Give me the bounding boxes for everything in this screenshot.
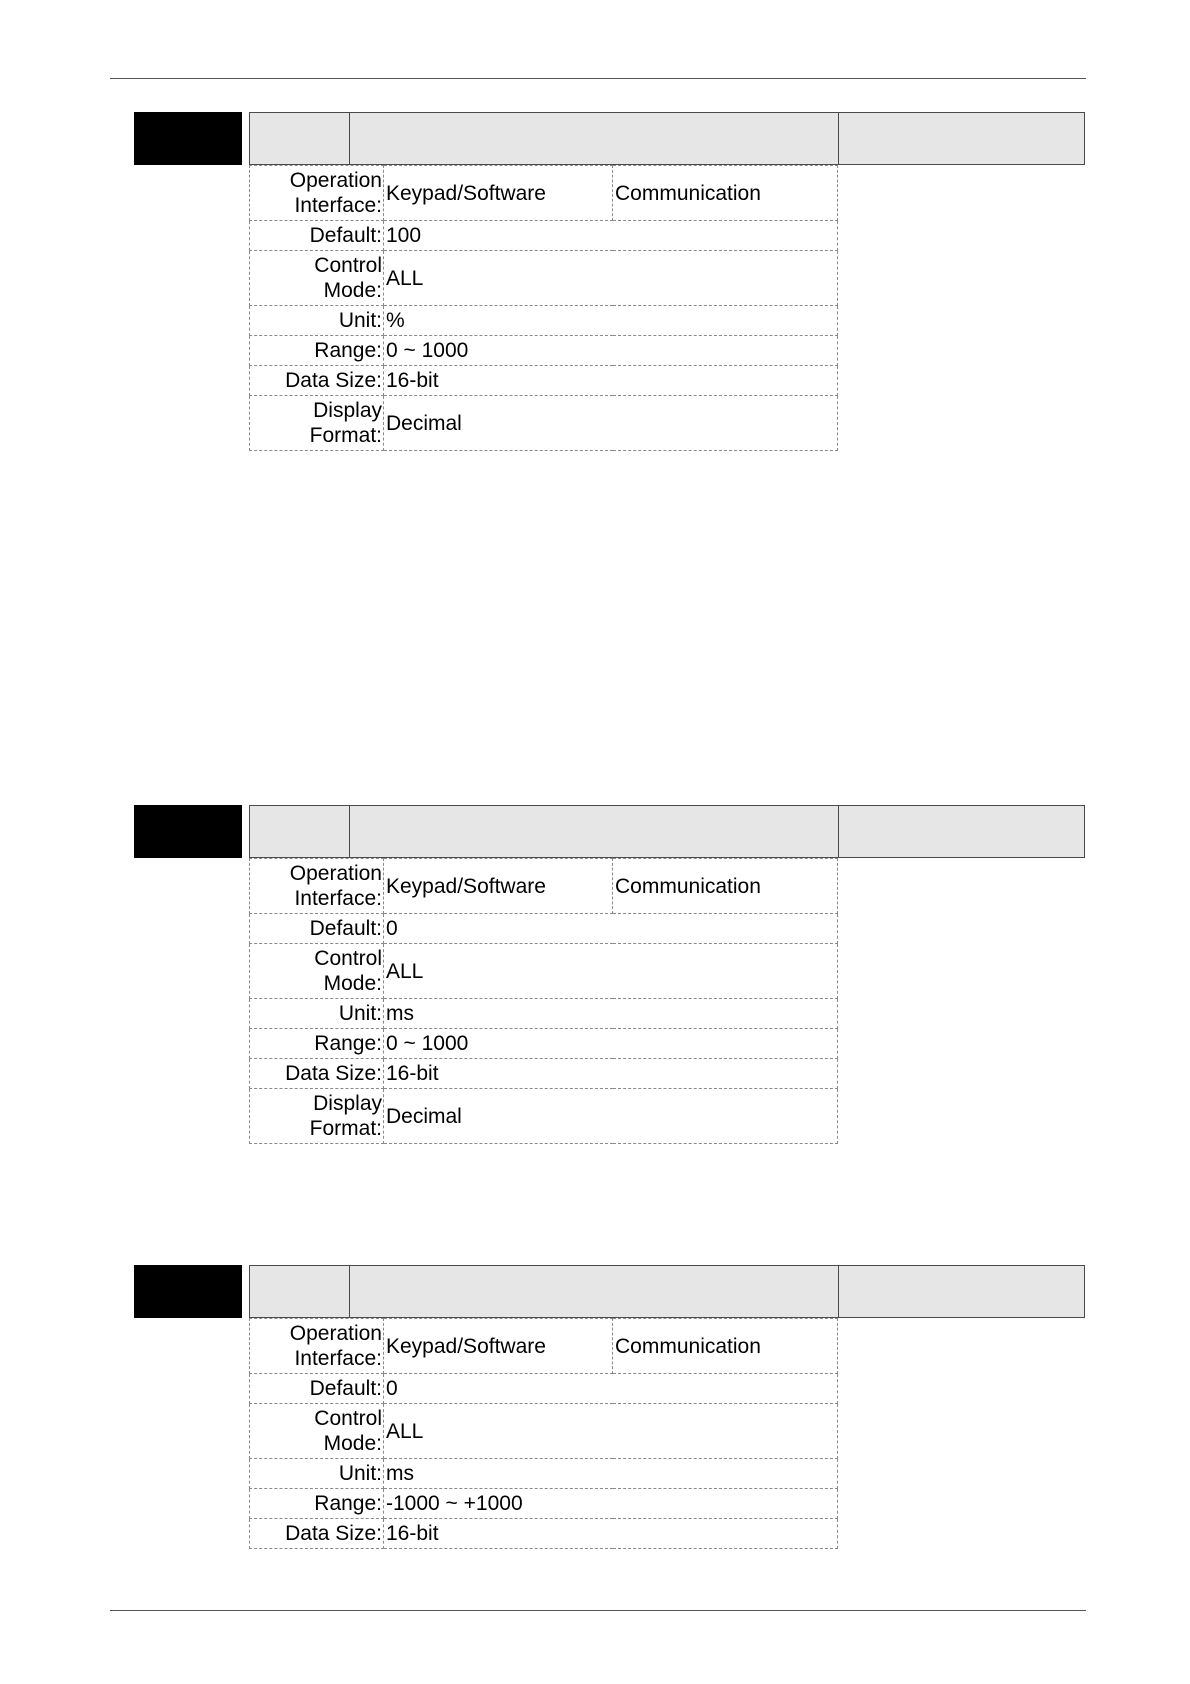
row-value: -1000 ~ +1000 [384, 1489, 838, 1519]
row-value: Keypad/Software [384, 166, 613, 221]
table-row [250, 1089, 838, 1144]
header-name-cell [350, 806, 839, 857]
row-label: Range: [250, 1029, 384, 1059]
row-label: Data Size: [250, 1059, 384, 1089]
table-row [250, 914, 838, 944]
table-row [250, 396, 838, 451]
table-row [250, 166, 838, 221]
header-name-cell [350, 113, 839, 164]
row-label: Range: [250, 336, 384, 366]
row-label-line: Operation [289, 1322, 382, 1345]
row-value: 100 [384, 221, 838, 251]
row-label-line: Interface: [294, 194, 382, 217]
parameter-header-bar [249, 805, 1085, 858]
row-label-line: Mode: [323, 972, 382, 995]
row-value: 0 ~ 1000 [384, 1029, 838, 1059]
parameter-header-bar [249, 112, 1085, 165]
row-value: 0 ~ 1000 [384, 336, 838, 366]
row-value: 16-bit [384, 366, 838, 396]
table-row [250, 221, 838, 251]
row-label: Data Size: [250, 366, 384, 396]
table-row [250, 859, 838, 914]
row-label [250, 944, 384, 999]
parameter-code-box [134, 805, 242, 858]
parameter-code-box [134, 112, 242, 165]
row-value-secondary: Communication [613, 1319, 838, 1374]
row-label-line: Control [314, 254, 382, 277]
table-row [250, 1374, 838, 1404]
row-label: Default: [250, 914, 384, 944]
table-row [250, 944, 838, 999]
table-row [250, 1459, 838, 1489]
row-label-line: Mode: [323, 1432, 382, 1455]
row-value: 0 [384, 1374, 838, 1404]
row-value: 0 [384, 914, 838, 944]
row-label [250, 1089, 384, 1144]
row-label: Default: [250, 1374, 384, 1404]
table-row [250, 251, 838, 306]
table-row [250, 1059, 838, 1089]
table-row [250, 306, 838, 336]
row-value: 16-bit [384, 1519, 838, 1549]
header-abbreviation-cell [250, 113, 350, 164]
table-row [250, 1519, 838, 1549]
row-label-line: Format: [309, 1117, 382, 1140]
row-value: % [384, 306, 838, 336]
row-label-line: Display [313, 1092, 382, 1115]
row-value: ms [384, 1459, 838, 1489]
row-value: Decimal [384, 396, 838, 451]
row-label [250, 251, 384, 306]
parameter-info-table [249, 858, 838, 1144]
row-value: ALL [384, 944, 838, 999]
row-value: ALL [384, 1404, 838, 1459]
row-value-secondary: Communication [613, 859, 838, 914]
parameter-info-table [249, 165, 838, 451]
row-value: ALL [384, 251, 838, 306]
header-name-cell [350, 1266, 839, 1317]
row-label-line: Display [313, 399, 382, 422]
row-label-line: Mode: [323, 279, 382, 302]
row-label [250, 859, 384, 914]
row-label: Unit: [250, 1459, 384, 1489]
row-label: Data Size: [250, 1519, 384, 1549]
row-label-line: Interface: [294, 1347, 382, 1370]
table-row [250, 1489, 838, 1519]
table-row [250, 999, 838, 1029]
header-address-cell [839, 1266, 1085, 1317]
row-label-line: Control [314, 1407, 382, 1430]
row-value: Keypad/Software [384, 1319, 613, 1374]
row-label [250, 1319, 384, 1374]
table-row [250, 1319, 838, 1374]
row-value-secondary: Communication [613, 166, 838, 221]
header-address-cell [839, 113, 1085, 164]
parameter-code-box [134, 1265, 242, 1318]
parameter-header-bar [249, 1265, 1085, 1318]
row-value: ms [384, 999, 838, 1029]
row-label: Range: [250, 1489, 384, 1519]
parameter-info-table [249, 1318, 838, 1549]
row-label [250, 1404, 384, 1459]
row-label: Default: [250, 221, 384, 251]
header-abbreviation-cell [250, 1266, 350, 1317]
row-value: 16-bit [384, 1059, 838, 1089]
row-value: Decimal [384, 1089, 838, 1144]
row-label-line: Operation [289, 169, 382, 192]
table-row [250, 366, 838, 396]
row-label: Unit: [250, 999, 384, 1029]
table-row [250, 1029, 838, 1059]
row-label-line: Interface: [294, 887, 382, 910]
row-label-line: Operation [289, 862, 382, 885]
header-address-cell [839, 806, 1085, 857]
row-label: Unit: [250, 306, 384, 336]
row-label [250, 166, 384, 221]
row-label-line: Control [314, 947, 382, 970]
page-bottom-rule [110, 1610, 1086, 1611]
row-label-line: Format: [309, 424, 382, 447]
row-label [250, 396, 384, 451]
row-value: Keypad/Software [384, 859, 613, 914]
page-top-rule [110, 78, 1086, 79]
table-row [250, 1404, 838, 1459]
header-abbreviation-cell [250, 806, 350, 857]
table-row [250, 336, 838, 366]
